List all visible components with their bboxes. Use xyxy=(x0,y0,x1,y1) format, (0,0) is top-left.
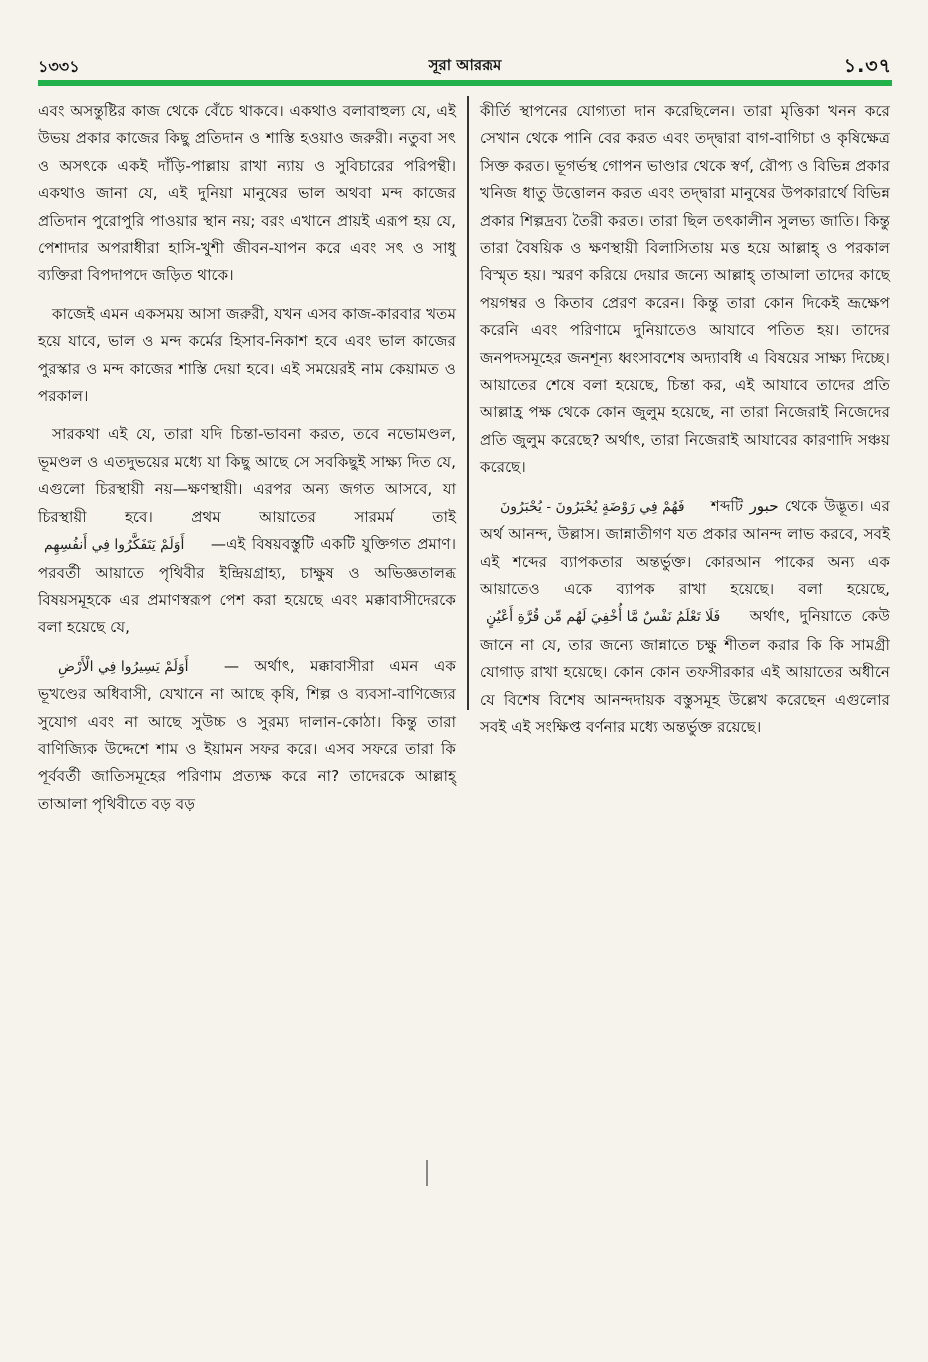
left-paragraph-4 xyxy=(38,653,456,818)
right-paragraph-3-text: অর্থাৎ, দুনিয়াতে কেউ জানে না যে, তার জন্যে জান্নাতে চক্ষু শীতল করার কি কি সামগ্রী যোগাড় রাখা হয়েছে। কোন কোন তফসীরকার এই আয়াতের অধীনে যে বিশেষ বিশেষ আনন্দদায়ক বস্তুসমূহ উল্লেখ করেছেন এগুলোর সবই এই সংক্ষিপ্ত বর্ণনার মধ্যে অন্তর্ভুক্ত রয়েছে। xyxy=(480,607,890,736)
left-paragraph-4-text: — অর্থাৎ, মক্কাবাসীরা এমন এক ভূখণ্ডের অধিবাসী, যেখানে না আছে কৃষি, শিল্প ও ব্যবসা-বাণিজ্যের সুযোগ এবং না আছে সুউচ্চ ও সুরম্য দালান-কোঠা। কিন্তু তারা বাণিজ্যিক উদ্দেশে শাম ও ইয়ামন সফর করে। এসব সফরে তারা কি পূর্ববর্তী জাতিসমূহের পরিণাম প্রত্যক্ষ করে না? তাদেরকে আল্লাহ্ তাআলা পৃথিবীতে বড় বড় xyxy=(38,656,457,813)
page-number-left: ১৩৩১ xyxy=(38,57,80,76)
surah-title: সূরা আররূম xyxy=(428,56,502,74)
arabic-verse-reflect: أَوَلَمْ يَتَفَكَّرُوا فِي أَنفُسِهِم xyxy=(44,537,185,554)
left-paragraph-3-text-b: —এই বিষয়বস্তুটি একটি যুক্তিগত প্রমাণ। পরবর্তী আয়াতে পৃথিবীর ইন্দ্রিয়গ্রাহ্য, চাক্ষুষ ও অভিজ্ঞতালব্ধ বিষয়সমূহকে এর প্রমাণস্বরূপ পেশ করা হয়েছে এবং মক্কাবাসীদেরকে বলা হয়েছে যে, xyxy=(38,535,456,637)
arabic-verse-garden: فَهُمْ فِي رَوْضَةٍ يُحْبَرُونَ - يُحْبَرُونَ xyxy=(500,498,685,515)
left-column xyxy=(38,98,456,829)
right-paragraph-1: কীর্তি স্থাপনের যোগ্যতা দান করেছিলেন। তারা মৃত্তিকা খনন করে সেখান থেকে পানি বের করত এবং তদ্দ্বারা বাগ-বাগিচা ও কৃষিক্ষেত্র সিক্ত করত। ভূগর্ভস্থ গোপন ভাণ্ডার থেকে স্বর্ণ, রৌপ্য ও বিভিন্ন প্রকার খনিজ ধাতু উত্তোলন করত এবং তদ্দ্বারা মানুষের উপকারার্থে বিভিন্ন প্রকার শিল্পদ্রব্য তৈরী করত। তারা ছিল তৎকালীন সুলভ্য জাতি। কিন্তু তারা বৈষয়িক ও ক্ষণস্থায়ী বিলাসিতায় মত্ত হয়ে আল্লাহ্ ও পরকাল বিস্মৃত হয়। স্মরণ করিয়ে দেয়ার জন্যে আল্লাহ্ তাআলা তাদের কাছে পয়গম্বর ও কিতাব প্রেরণ করেন। কিন্তু তারা কোন দিকেই ভ্রূক্ষেপ করেনি এবং পরিণামে দুনিয়াতেও আযাবে পতিত হয়। তাদের জনপদসমূহের জনশূন্য ধ্বংসাবশেষ অদ্যাবধি এ বিষয়ের সাক্ষ্য দিচ্ছে। আয়াতের শেষে বলা হয়েছে, চিন্তা কর, এই আযাবে তাদের প্রতি আল্লাহ্র পক্ষ থেকে কোন জুলুম হয়েছে, না তারা নিজেরাই নিজেদের প্রতি জুলুম করেছে? অর্থাৎ, তারা নিজেরাই আযাবের কারণাদি সঞ্চয় করেছে। xyxy=(480,102,890,477)
right-paragraph-2 xyxy=(480,493,890,742)
arabic-verse-coolness: فَلَا تَعْلَمُ نَفْسٌ مَّا أُخْفِيَ لَهُم مِّن قُرَّةِ أَعْيُنٍ xyxy=(486,609,721,626)
page-header xyxy=(38,52,892,76)
right-column xyxy=(480,98,890,752)
page-mark xyxy=(426,1160,428,1186)
left-paragraph-3 xyxy=(38,421,456,641)
right-paragraph-2-text: শব্দটি حبور থেকে উদ্ভূত। এর অর্থ আনন্দ, উল্লাস। জান্নাতীগণ যত প্রকার আনন্দ লাভ করবে, সবই এই শব্দের ব্যাপকতার অন্তর্ভুক্ত। কোরআন পাকের অন্য এক আয়াতেও একে ব্যাপক রাখা হয়েছে। বলা হয়েছে, xyxy=(480,496,891,598)
left-paragraph-1: এবং অসন্তুষ্টির কাজ থেকে বেঁচে থাকবে। একথাও বলাবাহুল্য যে, এই উভয় প্রকার কাজের কিছু প্রতিদান ও শাস্তি হওয়াও জরুরী। নতুবা সৎ ও অসৎকে একই দাঁড়ি-পাল্লায় রাখা ন্যায় ও সুবিচারের পরিপন্থী। একথাও জানা যে, এই দুনিয়া মানুষের ভাল অথবা মন্দ কাজের প্রতিদান পুরোপুরি পাওয়ার স্থান নয়; বরং এখানে প্রায়ই এরূপ হয় যে, পেশাদার অপরাধীরা হাসি-খুশী জীবন-যাপন করে এবং সৎ ও সাধু ব্যক্তিরা বিপদাপদে জড়িত থাকে। xyxy=(38,102,456,285)
arabic-verse-travel: أَوَلَمْ يَسِيرُوا فِي الْأَرْضِ xyxy=(58,658,189,675)
header-rule xyxy=(38,80,892,86)
column-divider xyxy=(467,96,469,710)
left-paragraph-3-text-a: সারকথা এই যে, তারা যদি চিন্তা-ভাবনা করত, তবে নভোমণ্ডল, ভূমণ্ডল ও এতদুভয়ের মধ্যে যা কিছু আছে সে সবকিছুই সাক্ষ্য দিত যে, এগুলো চিরস্থায়ী নয়—ক্ষণস্থায়ী। এরপর অন্য জগত আসবে, যা চিরস্থায়ী হবে। প্রথম আয়াতের সারমর্ম তাই xyxy=(38,425,456,526)
page-number-right: ১.৩৭ xyxy=(843,55,892,77)
left-paragraph-2: কাজেই এমন একসময় আসা জরুরী, যখন এসব কাজ-কারবার খতম হয়ে যাবে, ভাল ও মন্দ কর্মের হিসাব-নিকাশ হবে এবং ভাল কাজের পুরস্কার ও মন্দ কাজের শাস্তি দেয়া হবে। এই সময়েরই নাম কেয়ামত ও পরকাল। xyxy=(38,304,456,406)
